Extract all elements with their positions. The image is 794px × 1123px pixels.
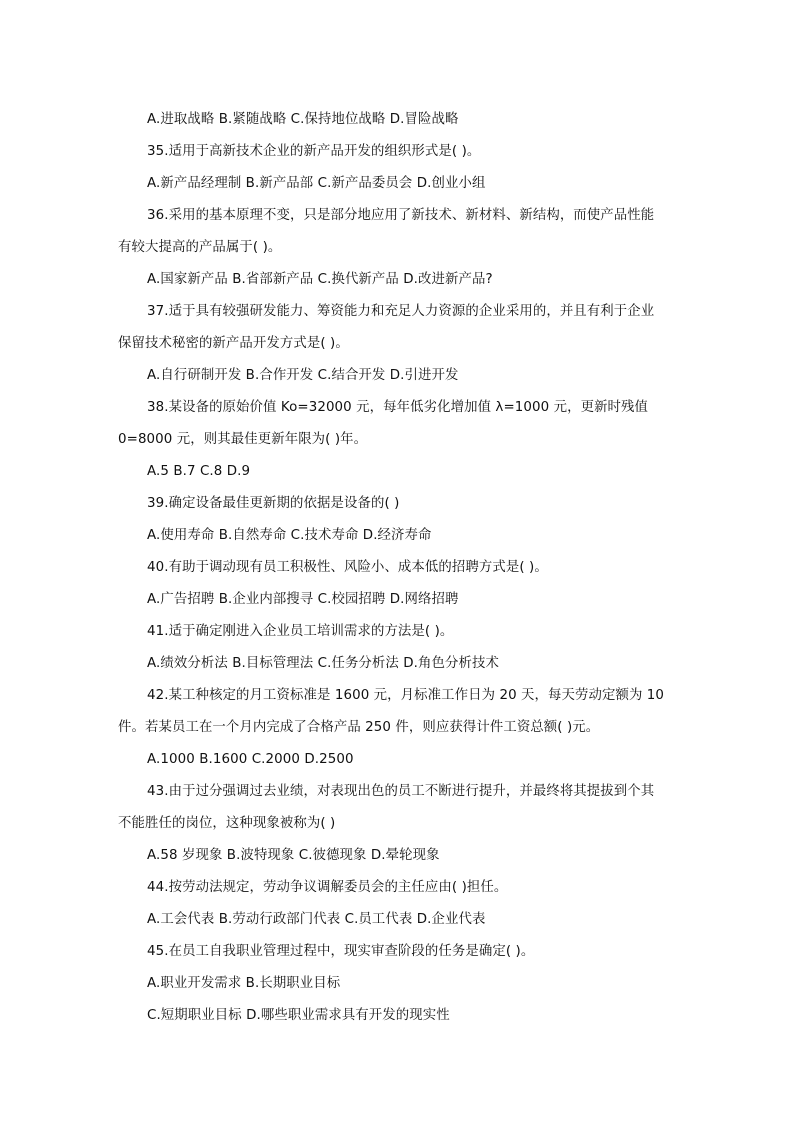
answer-options-45-line-1: A.职业开发需求 B.长期职业目标	[147, 976, 341, 991]
answer-options-37: A.自行研制开发 B.合作开发 C.结合开发 D.引进开发	[147, 368, 459, 383]
question-36-line-1: 36.采用的基本原理不变，只是部分地应用了新技术、新材料、新结构，而使产品性能	[147, 208, 655, 223]
question-37-line-2: 保留技术秘密的新产品开发方式是( )。	[118, 336, 349, 351]
question-37-line-1: 37.适于具有较强研发能力、筹资能力和充足人力资源的企业采用的，并且有利于企业	[147, 304, 655, 319]
answer-options-41: A.绩效分析法 B.目标管理法 C.任务分析法 D.角色分析技术	[147, 656, 499, 671]
question-44: 44.按劳动法规定，劳动争议调解委员会的主任应由( )担任。	[147, 880, 508, 895]
answer-options-36: A.国家新产品 B.省部新产品 C.换代新产品 D.改进新产品?	[147, 272, 493, 287]
answer-options-44: A.工会代表 B.劳动行政部门代表 C.员工代表 D.企业代表	[147, 912, 486, 927]
question-43-line-2: 不能胜任的岗位，这种现象被称为( )	[118, 816, 336, 831]
question-38-line-1: 38.某设备的原始价值 Ko=32000 元，每年低劣化增加值 λ=1000 元，更新时残值	[147, 400, 649, 415]
question-42-line-1: 42.某工种核定的月工资标准是 1600 元，月标准工作日为 20 天，每天劳动定额为 10	[147, 688, 665, 703]
question-43-line-1: 43.由于过分强调过去业绩，对表现出色的员工不断进行提升，并最终将其提拔到个其	[147, 784, 655, 799]
answer-options-39: A.使用寿命 B.自然寿命 C.技术寿命 D.经济寿命	[147, 528, 432, 543]
answer-options-45-line-2: C.短期职业目标 D.哪些职业需求具有开发的现实性	[147, 1008, 450, 1023]
question-36-line-2: 有较大提高的产品属于( )。	[118, 240, 282, 255]
question-35: 35.适用于高新技术企业的新产品开发的组织形式是( )。	[147, 144, 481, 159]
answer-options-38: A.5 B.7 C.8 D.9	[147, 464, 251, 479]
question-41: 41.适于确定刚进入企业员工培训需求的方法是( )。	[147, 624, 454, 639]
question-39: 39.确定设备最佳更新期的依据是设备的( )	[147, 496, 400, 511]
answer-options-42: A.1000 B.1600 C.2000 D.2500	[147, 752, 354, 767]
answer-options-40: A.广告招聘 B.企业内部搜寻 C.校园招聘 D.网络招聘	[147, 592, 459, 607]
question-40: 40.有助于调动现有员工积极性、风险小、成本低的招聘方式是( )。	[147, 560, 548, 575]
question-45: 45.在员工自我职业管理过程中，现实审查阶段的任务是确定( )。	[147, 944, 535, 959]
answer-options-43: A.58 岁现象 B.波特现象 C.彼德现象 D.晕轮现象	[147, 848, 440, 863]
question-42-line-2: 件。若某员工在一个月内完成了合格产品 250 件，则应获得计件工资总额( )元。	[118, 720, 600, 735]
answer-options-34: A.进取战略 B.紧随战略 C.保持地位战略 D.冒险战略	[147, 112, 459, 127]
answer-options-35: A.新产品经理制 B.新产品部 C.新产品委员会 D.创业小组	[147, 176, 486, 191]
question-38-line-2: 0=8000 元，则其最佳更新年限为( )年。	[118, 432, 368, 447]
